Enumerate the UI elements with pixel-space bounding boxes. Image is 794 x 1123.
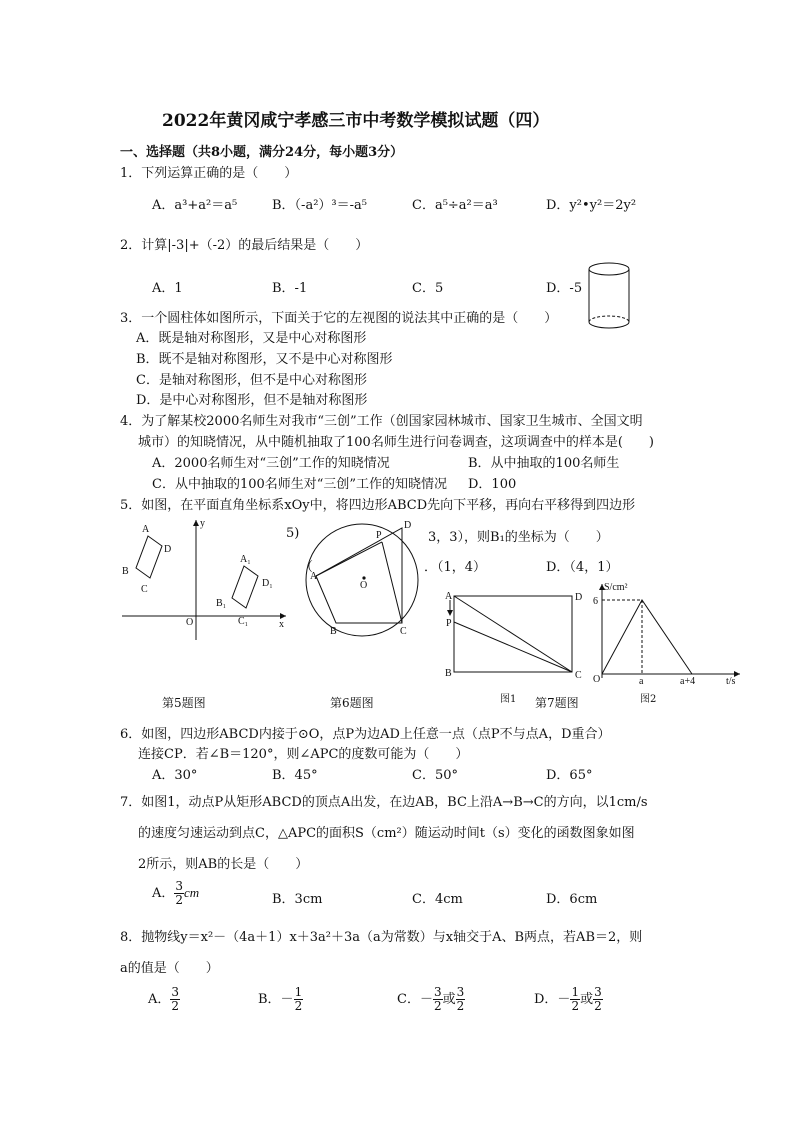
q7-a-unit: cm xyxy=(184,885,200,900)
fig5-label-O: O xyxy=(186,617,194,628)
q7-option-a xyxy=(152,880,199,907)
fig6-label-D: D xyxy=(404,520,412,531)
q3-option-c: C．是轴对称图形，但不是中心对称图形 xyxy=(136,373,367,388)
fig6-label-O: O xyxy=(360,580,368,591)
q8-d-or: 或 xyxy=(580,992,594,1007)
q6-option-d: D．65° xyxy=(546,768,593,783)
q7-option-c: C．4cm xyxy=(412,892,463,907)
q5-fragment-3: （ xyxy=(300,560,314,575)
figure-7-graph xyxy=(588,578,748,684)
question-8-line2: a的值是（ ） xyxy=(120,961,219,976)
question-7-line1: 7．如图1，动点P从矩形ABCD的顶点A出发，在边AB，BC上沿A→B→C的方向，以1cm/s xyxy=(120,795,648,810)
q2-option-a: A．1 xyxy=(152,281,183,296)
q8-d-num2: 3 xyxy=(594,985,602,999)
q8-c-den1: 2 xyxy=(433,999,442,1013)
q5-option-c: ．（1，4） xyxy=(424,560,487,575)
q8-d-den2: 2 xyxy=(594,999,602,1013)
q7-a-numerator: 3 xyxy=(175,879,184,893)
q8-c-num1: 3 xyxy=(433,985,442,999)
q6-option-c: C．50° xyxy=(412,768,458,783)
caption-fig7-1: 图1 xyxy=(500,694,517,705)
question-1-stem: 1．下列运算正确的是（ ） xyxy=(120,166,298,181)
figure-6-circle xyxy=(300,516,430,638)
fig7a-label-D: D xyxy=(575,592,582,603)
fig6-label-B: B xyxy=(330,626,337,637)
q1-option-c: C．a⁵÷a²＝a³ xyxy=(412,198,498,213)
q7-option-d: D．6cm xyxy=(546,892,598,907)
q8-c-den2: 2 xyxy=(456,999,465,1013)
caption-fig7: 第7题图 xyxy=(535,696,579,710)
cylinder-figure xyxy=(584,260,634,332)
fig5-label-D: D xyxy=(164,544,172,555)
q8-b-num: 1 xyxy=(294,985,303,999)
q8-option-c xyxy=(397,986,465,1013)
fig6-label-P: P xyxy=(376,530,382,541)
q4-option-b: B．从中抽取的100名师生 xyxy=(468,456,620,471)
fig5-label-C1: C₁ xyxy=(238,616,249,627)
caption-fig6: 第6题图 xyxy=(330,696,374,710)
fig7b-label-a: a xyxy=(639,676,644,684)
caption-fig7-2: 图2 xyxy=(640,694,657,705)
question-5-stem: 5．如图，在平面直角坐标系xOy中，将四边形ABCD先向下平移，再向右平移得到四边形 xyxy=(120,498,636,513)
q4-option-c: C．从中抽取的100名师生对“三创”工作的知晓情况 xyxy=(152,477,448,492)
q3-option-d: D．是中心对称图形，但不是轴对称图形 xyxy=(136,393,368,408)
q8-c-prefix: C．－ xyxy=(397,992,433,1007)
q7-a-prefix: A． xyxy=(152,886,175,901)
section-heading: 一、选择题（共8小题，满分24分，每小题3分） xyxy=(120,145,404,160)
q6-option-b: B．45° xyxy=(272,768,318,783)
question-6-line1: 6．如图，四边形ABCD内接于⊙O，点P为边AD上任意一点（点P不与点A，D重合） xyxy=(120,727,611,742)
q1-option-a: A．a³+a²＝a⁵ xyxy=(152,198,238,213)
q7-option-b: B．3cm xyxy=(272,892,323,907)
q3-option-b: B．既不是轴对称图形，又不是中心对称图形 xyxy=(136,352,393,367)
q8-a-prefix: A． xyxy=(148,992,171,1007)
fig5-label-B1: B₁ xyxy=(216,598,227,609)
question-6-line2: 连接CP．若∠B＝120°，则∠APC的度数可能为（ ） xyxy=(138,747,469,762)
q2-option-b: B．-1 xyxy=(272,281,308,296)
caption-fig5: 第5题图 xyxy=(162,696,206,710)
fig5-label-x: x xyxy=(279,619,284,630)
q8-d-den1: 2 xyxy=(571,999,580,1013)
fig7b-label-S: S/cm² xyxy=(604,582,628,593)
page-title: 2022年黄冈咸宁孝感三市中考数学模拟试题（四） xyxy=(162,111,550,131)
q4-option-a: A．2000名师生对“三创”工作的知晓情况 xyxy=(152,456,390,471)
question-2-stem: 2．计算|-3|+（-2）的最后结果是（ ） xyxy=(120,238,369,253)
q1-option-b: B．（-a²）³＝-a⁵ xyxy=(272,198,367,213)
q8-d-prefix: D．－ xyxy=(534,992,571,1007)
question-4-line1: 4．为了解某校2000名师生对我市“三创”工作（创国家园林城市、国家卫生城市、全国文明 xyxy=(120,414,643,429)
q3-option-a: A．既是轴对称图形，又是中心对称图形 xyxy=(136,331,367,346)
fig5-label-D1: D₁ xyxy=(262,578,273,589)
q5-fragment-2: 3，3），则B₁的坐标为（ ） xyxy=(428,530,609,545)
fig5-label-C: C xyxy=(141,584,148,595)
q1-option-d: D．y²•y²＝2y² xyxy=(546,198,637,213)
fig7a-label-A: A xyxy=(445,591,453,602)
fig6-label-C: C xyxy=(400,626,407,637)
fig5-label-y: y xyxy=(200,518,205,529)
q8-option-b xyxy=(258,986,303,1013)
figure-5-coordinate-plane xyxy=(116,516,292,646)
q8-option-a xyxy=(148,986,180,1013)
question-7-line3: 2所示，则AB的长是（ ） xyxy=(138,857,309,872)
q2-option-d: D．-5 xyxy=(546,281,583,296)
q5-fragment-1: 5) xyxy=(286,526,300,541)
fig7a-label-B: B xyxy=(445,668,452,679)
q2-option-c: C．5 xyxy=(412,281,444,296)
fig7b-label-t: t/s xyxy=(726,676,736,684)
fig6-label-A: A xyxy=(310,571,318,582)
fig7a-label-C: C xyxy=(575,670,582,681)
fig5-label-B: B xyxy=(122,566,129,577)
q8-c-or: 或 xyxy=(442,992,456,1007)
q8-option-d xyxy=(534,986,603,1013)
q4-option-d: D．100 xyxy=(468,477,517,492)
q8-a-num: 3 xyxy=(171,985,180,999)
q8-d-num1: 1 xyxy=(571,985,580,999)
q8-a-den: 2 xyxy=(171,999,180,1013)
fig7a-label-P: P xyxy=(446,618,452,629)
q8-c-num2: 3 xyxy=(456,985,465,999)
q8-b-prefix: B．－ xyxy=(258,992,294,1007)
q5-option-d: D．（4，1） xyxy=(546,560,619,575)
question-3-stem: 3．一个圆柱体如图所示，下面关于它的左视图的说法其中正确的是（ ） xyxy=(120,311,558,326)
question-8-line1: 8．抛物线y＝x²－（4a＋1）x＋3a²＋3a（a为常数）与x轴交于A、B两点，若AB＝2，则 xyxy=(120,930,643,945)
fig5-label-A: A xyxy=(142,524,150,535)
q6-option-a: A．30° xyxy=(152,768,198,783)
fig7b-label-O: O xyxy=(593,674,601,684)
q8-b-den: 2 xyxy=(294,999,303,1013)
figure-7-rectangle xyxy=(442,588,582,688)
question-7-line2: 的速度匀速运动到点C，△APC的面积S（cm²）随运动时间t（s）变化的函数图象如图 xyxy=(138,826,635,841)
fig7b-label-6: 6 xyxy=(593,596,598,607)
question-4-line2: 城市）的知晓情况，从中随机抽取了100名师生进行问卷调查，这项调查中的样本是( ) xyxy=(138,435,654,450)
fig5-label-A1: A₁ xyxy=(240,554,251,565)
fig7b-label-a4: a+4 xyxy=(680,676,696,684)
q7-a-denominator: 2 xyxy=(175,893,184,907)
